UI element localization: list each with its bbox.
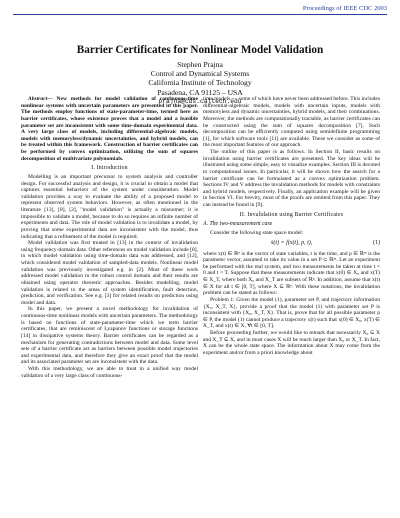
intro-paragraph: With this methodology, we are able to treat in a unified way model validation of a very large class of continuous- (21, 366, 198, 379)
equation-body: ẋ(t) = f(x(t), p, t), (270, 239, 313, 246)
section-heading-introduction: I. Introduction (91, 165, 128, 172)
body-paragraph: where x(t) ∈ ℝⁿ is the vector of state variables, t is the time, and p ∈ ℝᵐ is the parameter vector, assumed to take its value in a set P ⊂ ℝᵐ. Let an experiment be performed with the real system, and two measurements be taken at time t = 0 and t = T. Suppose that these measurements indicate that x(0) ∈ X₀ and x(T) ∈ X_T, where both X₀ and X_T are subsets of ℝⁿ. In addition, assume that x(t) ∈ X for all t ∈ [0, T], where X ⊆ ℝⁿ. With these notations, the invalidation problem can be stated as follows: (203, 250, 380, 297)
abstract (21, 96, 198, 162)
intro-paragraph: Model validation was first treated in [13] in the context of invalidation using frequency-domain data. Other references on model validation include [8], in which model validation using time-domain data was addressed, and [12], which considered model validation of sampled-data models. Nonlinear model validation was previously investigated e.g. in [2]. Most of these work addressed model validation in the robust control domain and their results are obtained using operator theoretic approaches. Besides modelling, model validation is related to the areas of system identification, fault detection, prediction, and verification. See e.g. [3] for related results on prediction using model and data. (21, 240, 198, 306)
left-column (21, 96, 198, 379)
header-rule (13, 14, 387, 15)
equation-number: (1) (373, 239, 380, 246)
abstract-text: — New methods for model validation of continuous-time nonlinear systems with uncertain parameters are presented in this paper. The methods employ functions of state-parameter-time, termed here as barrier certificates, whose existence proves that a model and a feasible parameter set are inconsistent with some time-domain experimental data. A very large class of models, including differential-algebraic models, models with memoryless/dynamic uncertainties, and hybrid models, can be treated within this framework. Construction of barrier certificates can be performed by convex optimization, utilizing the sum of squares decomposition of multivariate polynomials. (21, 96, 198, 162)
author-institution: California Institute of Technology (148, 78, 252, 88)
paper-title: Barrier Certificates for Nonlinear Model Validation (76, 44, 324, 56)
abstract-label: Abstract (28, 96, 48, 102)
body-paragraph: Before proceeding further, we would like to remark that necessarily X₀ ⊆ X and X_T ⊆ X, and in most cases X will be much larger than X₀ or X_T. In fact, X can be the whole state space. The information about X may come from the experiment and/or from a priori knowledge about (203, 330, 380, 356)
body-paragraph: The outline of this paper is as follows. In Section II, basic results on invalidation using barrier certificates are presented. The key ideas will be illustrated using some simple, easy to visualize examples. Section III is devoted to computational issues. In particular, it will be shown how the search for a barrier certificate can be formulated as a convex optimization problem. Sections IV and V address the invalidation methods for models with constraints and hybrid models, respectively. Finally, an application example will be given in Section VI. For brevity, most of the proofs are omitted from this paper. They can instead be found in [9]. (203, 149, 380, 208)
problem-statement: Problem 1: Given the model (1), parameter set P, and trajectory information {X₀, X_T, X}, provide a proof that the model (1) with parameter set P is inconsistent with {X₀, X_T, X}. That is, prove that for all possible parameter p ∈ P, the model (1) cannot produce a trajectory x(t) such that x(0) ∈ X₀, x(T) ∈ X_T, and x(t) ∈ X, ∀t ∈ [0, T]. (203, 296, 380, 330)
intro-paragraph: In this paper, we present a novel methodology for invalidation of continuous-time nonlinear models with uncertain parameters. The methodology is based on functions of state-parameter-time which we term barrier certificates, that are reminiscent of Lyapunov functions or storage functions [14] in dissipative systems theory. Barrier certificates can be regarded as a mechanism for generating contradictions between model and data. Some level sets of a barrier certificate act as barriers between possible model trajectories and experimental data, and therefore they give an exact proof that the model and its associated parameter set are inconsistent with the data. (21, 306, 198, 366)
section-heading-invalidation: II. Invalidation using Barrier Certificates (239, 211, 344, 218)
author-name: Stephen Prajna (177, 60, 223, 69)
author-department: Control and Dynamical Systems (150, 69, 250, 79)
proceedings-note: Proceedings of IEEE CDC 2003 (302, 5, 387, 12)
body-paragraph: time models — some of which have never been addressed before. This includes differential-algebraic models, models with uncertain inputs, models with memoryless and dynamic uncertainties, hybrid models, and their combinations. Moreover, the methods are computationally tractable, as barrier certificates can be constructed using the sum of squares decomposition [7]. Such decomposition can be efficiently computed using semidefinite programming [1], for which software tools [11] are available. These we consider as some of the most important features of our approach. (203, 96, 380, 149)
subsection-heading: A. The two-measurement case (203, 221, 273, 228)
equation-1 (203, 239, 380, 249)
author-email: prajna@cds.caltech.edu (158, 97, 242, 105)
intro-paragraph: Modelling is an important precursor to system analysis and controller design. For successful analysis and design, it is crucial to obtain a model that captures essential behaviors of the system under consideration. Model validation provides a way to evaluate the ability of a proposed model to represent observed system behaviors. However, as often mentioned in the literature [13], [8], [2], "model validation" is actually a misnomer; it is impossible to validate a model, because to do so requires an infinite number of experiments and data. The role of model validation is to invalidate a model, by proving that some experimental data are inconsistent with the model, thus indicating that a refinement of the model is required. (21, 173, 198, 240)
body-paragraph: Consider the following state space model: (210, 229, 304, 236)
right-column (203, 96, 380, 357)
author-address: Pasadena, CA 91125 – USA (157, 87, 243, 97)
